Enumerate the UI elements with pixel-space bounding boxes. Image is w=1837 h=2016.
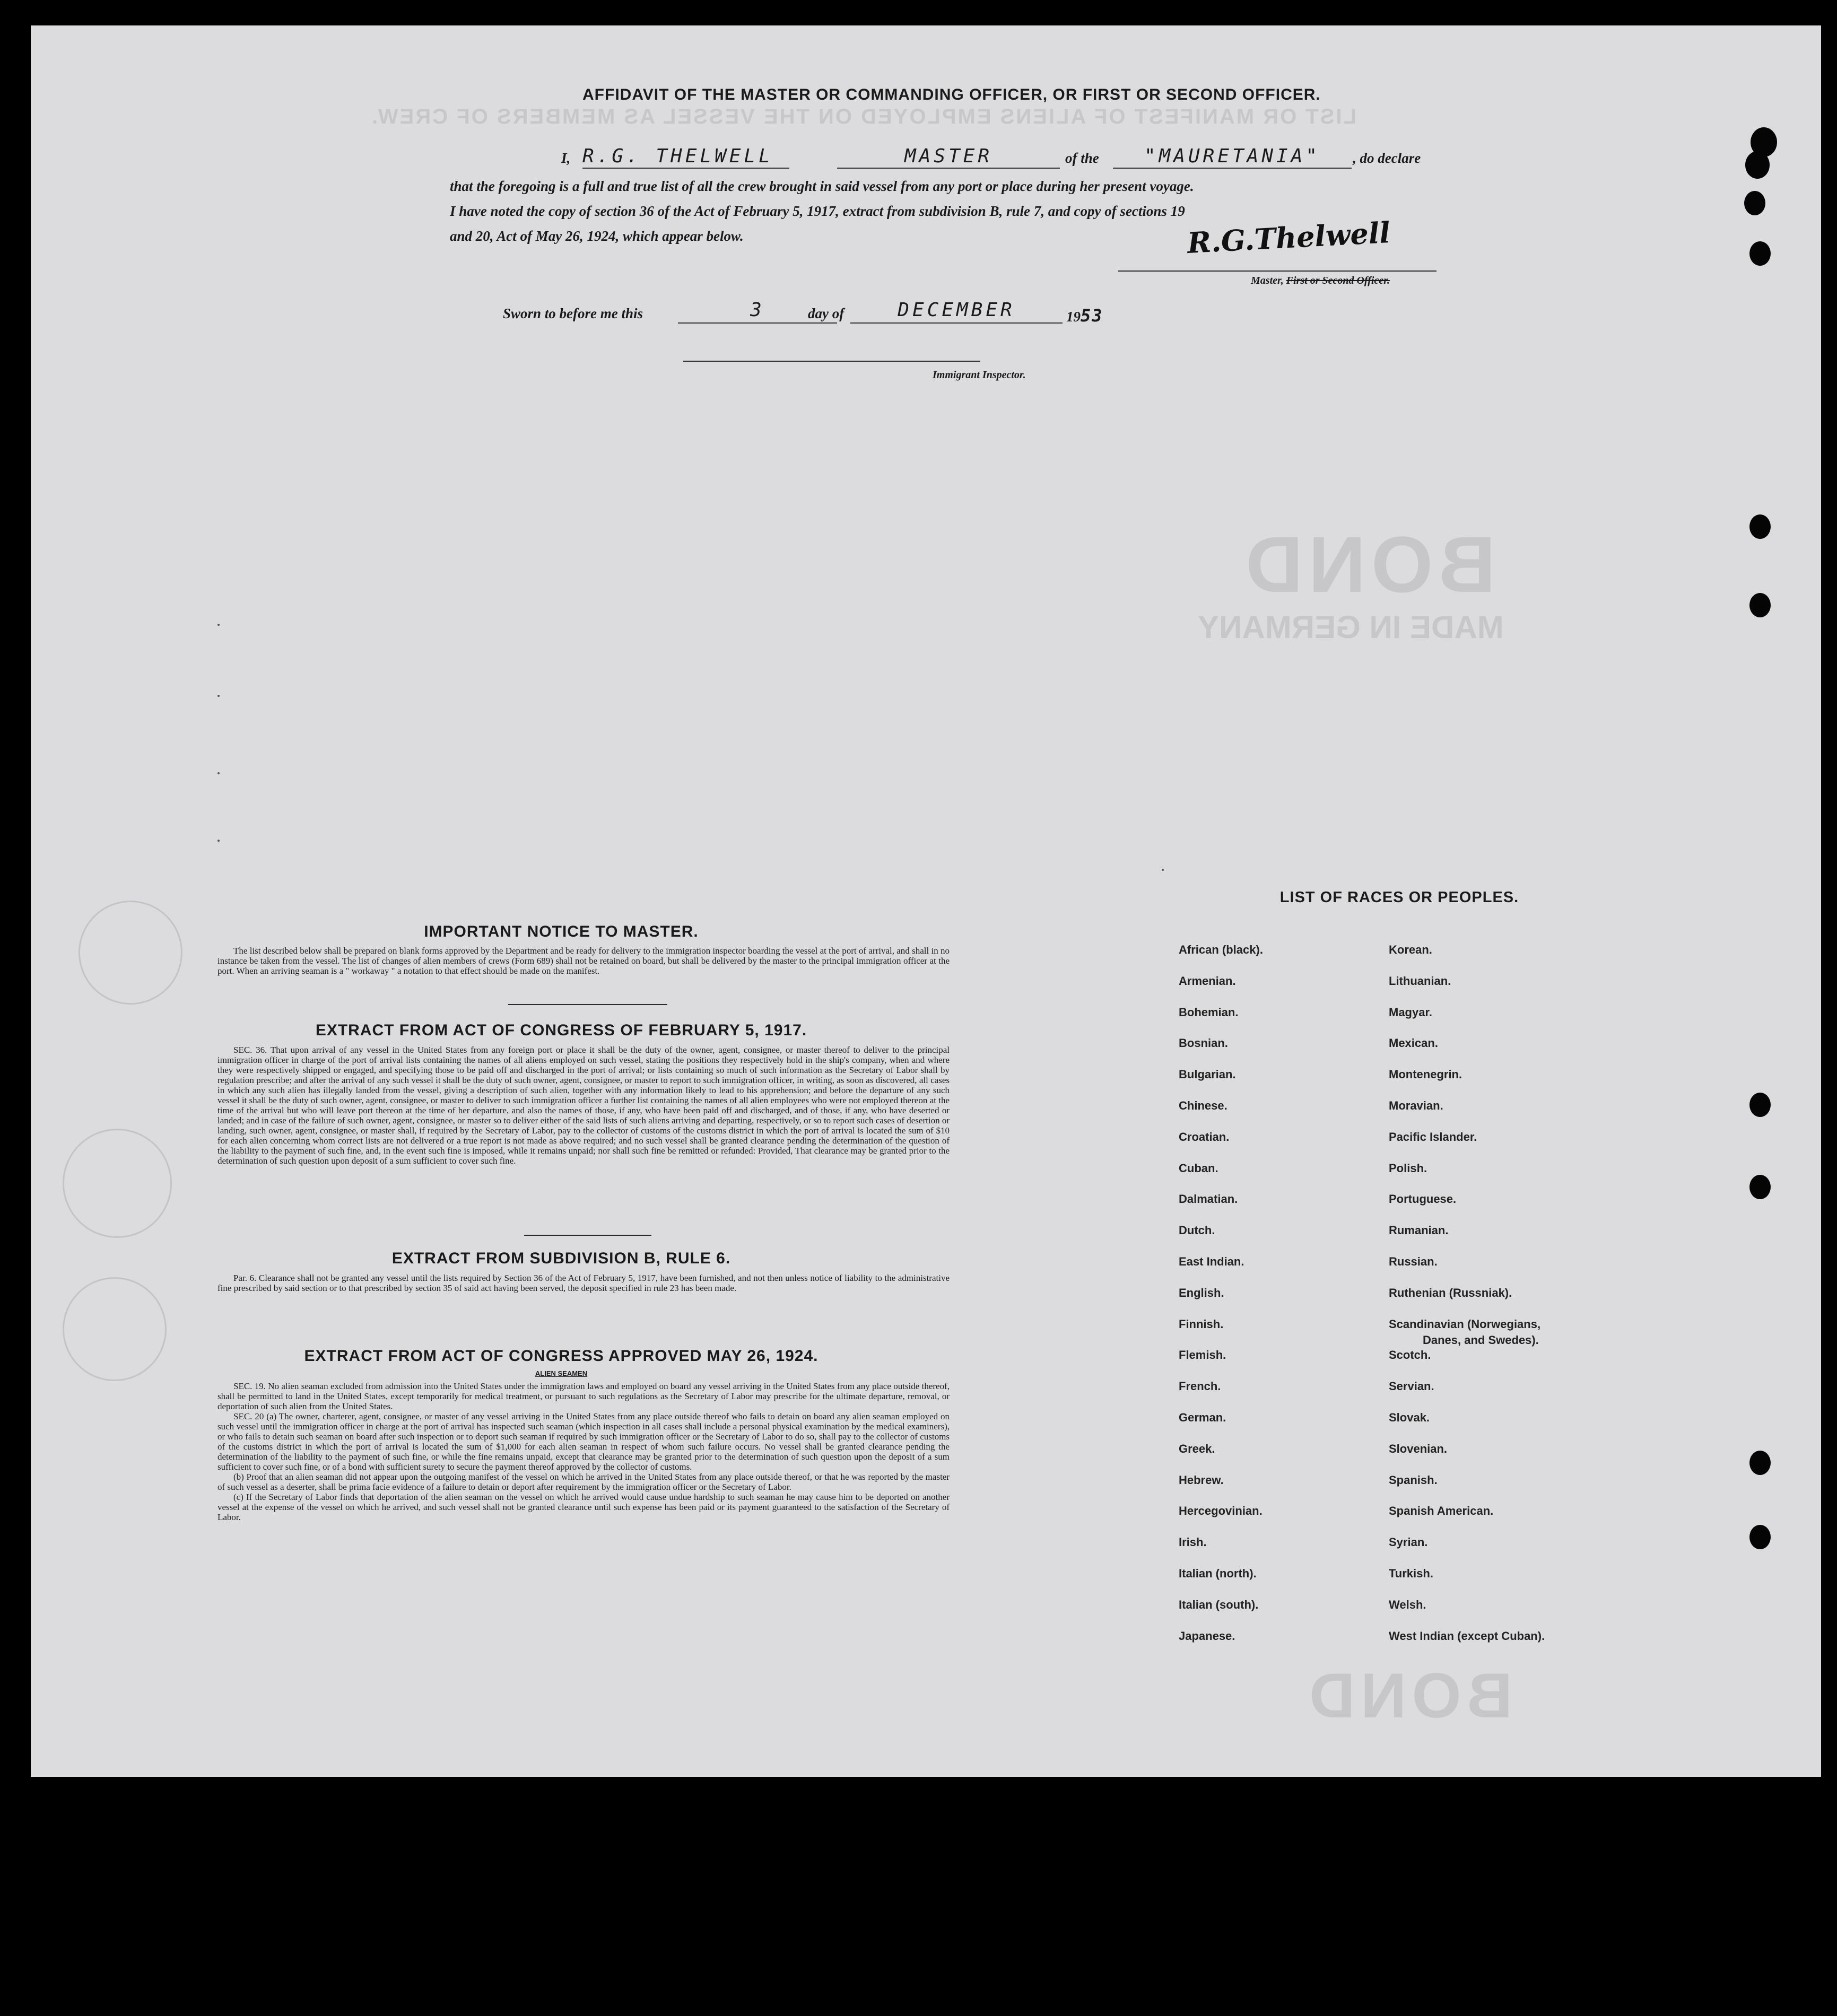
sec-20b-text: (b) Proof that an alien seaman did not appear upon the outgoing manifest of the vessel on which he arrived in the United States from any place outside thereof, or that he was reported by the master of such vessel as a deserter, shall be prima facie evidence of a failure to detain or deport after requirement by the immigration officer or the Secretary of Labor. [217, 1472, 950, 1492]
bleedthrough-header: LIST OR MANIFEST OF ALIENS EMPLOYED ON THE VESSEL AS MEMBERS OF CREW. [370, 105, 1356, 128]
sworn-month-value: DECEMBER [898, 299, 1015, 321]
bleedthrough-stamp: BOND [1240, 520, 1496, 609]
document-page [31, 25, 1821, 1777]
race-item: Spanish. [1389, 1473, 1438, 1487]
vessel-name-field [1113, 145, 1352, 169]
race-item: Rumanian. [1389, 1224, 1449, 1237]
extract-1917-body: SEC. 36. That upon arrival of any vessel in the United States from any foreign port or place it shall be the duty of the owner, agent, consignee, or master thereof to deliver to the principal immigration officer in charge of the port of arrival lists containing the names of all aliens employed on such vessel, stating the positions they respectively hold in the ship's company, when and where they were respectively shipped or engaged, and specifying those to be paid off and discharged in the port of arrival; or lists containing so much of such information as the Secretary of Labor shall by regulation prescribe; and after the arrival of any such vessel it shall be the duty of such owner, agent, consignee, or master to report to such immigration officer, in writing, as soon as discovered, all cases in which any such alien has illegally landed from the vessel, giving a description of such alien, together with any information likely to lead to his apprehension; and before the departure of any such vessel it shall be the duty of such owner, agent, consignee, or master to deliver to such immigration officer a further list containing the names of all alien employees who were not employed thereon at the time of the arrival but who will leave port thereon at the time of her departure, and also the names of those, if any, who have been paid off and discharged, and of those, if any, who have deserted or landed; and in case of the failure of such owner, agent, consignee, or master so to deliver either of the said lists of such aliens arriving and departing, respectively, or so to report such cases of desertion or landing, such owner, agent, consignee, or master shall, if required by the Secretary of Labor, pay to the collector of customs of the customs district in which the port of arrival is located the sum of $10 for each alien concerning whom correct lists are not delivered or a true report is not made as above required; and no such vessel shall be granted clearance pending the determination of the question of the liability to the payment of such fine, and, in the event such fine is imposed, while it remains unpaid; nor shall such fine be remitted or refunded: Provided, That clearance may be granted prior to the determination of such question upon deposit of a sum sufficient to cover such fine. [217, 1045, 950, 1166]
race-item: Hebrew. [1179, 1473, 1224, 1487]
punch-hole [1745, 151, 1770, 179]
race-item: Lithuanian. [1389, 974, 1451, 988]
affidavit-i-prefix: I, [561, 150, 571, 166]
sec-20c-text: (c) If the Secretary of Labor finds that deportation of the alien seaman on the vessel on which he arrived would cause undue hardship to such seaman he may cause him to be deported on another vessel at the expense of the vessel on which he arrived, and such vessel shall not be granted clearance until such expense has been paid or its payment guaranteed to the satisfaction of the Secretary of Labor. [217, 1492, 950, 1522]
race-item: Portuguese. [1389, 1192, 1457, 1206]
punch-hole [1744, 191, 1765, 215]
race-item: Bohemian. [1179, 1005, 1239, 1019]
punch-hole [1749, 241, 1771, 266]
rank-value: MASTER [904, 145, 993, 167]
extract-1924-title: EXTRACT FROM ACT OF CONGRESS APPROVED MAY 26, 1924. [304, 1347, 819, 1365]
race-item: Flemish. [1179, 1348, 1226, 1362]
master-signature: R.G.Thelwell [1186, 215, 1391, 260]
punch-hole [1749, 1093, 1771, 1117]
of-the-label: of the [1065, 150, 1099, 166]
race-item: French. [1179, 1380, 1221, 1393]
extract-1917-divider [524, 1235, 651, 1236]
race-item: Scandinavian (Norwegians, [1389, 1317, 1541, 1331]
punch-hole [1749, 1451, 1771, 1475]
embossed-seal [79, 901, 182, 1005]
notice-body: The list described below shall be prepared on blank forms approved by the Department and be ready for delivery to the immigration inspector boarding the vessel at the port of arrival, and shall in no instance be taken from the vessel. The list of changes of alien members of crews (Form 689) shall not be retained on board, but shall be delivered by the master to the principal immigration officer at the port. When an arriving seaman is a " workaway " a notation to that effect should be made on the manifest. [217, 946, 950, 976]
race-item: Dutch. [1179, 1224, 1215, 1237]
sworn-prefix: Sworn to before me this [503, 306, 643, 321]
race-item: English. [1179, 1286, 1224, 1299]
inspector-signature-line [683, 361, 980, 362]
race-item: Armenian. [1179, 974, 1236, 988]
race-item: Magyar. [1389, 1005, 1432, 1019]
race-item: Croatian. [1179, 1130, 1230, 1144]
race-item: Italian (north). [1179, 1567, 1257, 1580]
affidavit-line-3: I have noted the copy of section 36 of the Act of February 5, 1917, extract from subdivision B, rule 7, and copy of sections 19 [450, 203, 1185, 219]
race-item: Spanish American. [1389, 1504, 1494, 1518]
race-item: Slovenian. [1389, 1442, 1448, 1455]
vessel-name-value: "MAURETANIA" [1144, 145, 1321, 167]
inspector-caption: Immigrant Inspector. [933, 369, 1026, 381]
extract-1917-title: EXTRACT FROM ACT OF CONGRESS OF FEBRUARY 5, 1917. [315, 1022, 807, 1039]
race-item: Mexican. [1389, 1036, 1438, 1050]
race-item: Bulgarian. [1179, 1068, 1236, 1081]
race-item: Dalmatian. [1179, 1192, 1238, 1206]
notice-divider [508, 1004, 667, 1005]
embossed-seal [63, 1129, 172, 1238]
signature-line [1118, 270, 1436, 272]
signature-caption-master: Master, [1251, 275, 1284, 286]
mark [217, 695, 220, 697]
race-item: Syrian. [1389, 1535, 1428, 1549]
race-item: Montenegrin. [1389, 1068, 1462, 1081]
affidavit-line-2: that the foregoing is a full and true list of all the crew brought in said vessel from any port or place during her present voyage. [450, 178, 1194, 194]
sec-19-text: SEC. 19. No alien seaman excluded from admission into the United States under the immigration laws and employed on board any vessel arriving in the United States from any place outside thereof, shall be permitted to land in the United States, except temporarily for medical treatment, or pursuant to such regulations as the Secretary of Labor may prescribe for the ultimate departure, removal, or deportation of such alien from the United States. [217, 1381, 950, 1411]
sec-20a-text: SEC. 20 (a) The owner, charterer, agent, consignee, or master of any vessel arriving in the United States from any place outside thereof who fails to detain on board any alien seaman employed on such vessel until the immigration officer in charge at the port of arrival has inspected such seaman (which inspection in all cases shall include a personal physical examination by the medical examiners), or who fails to detain such seaman on board after such inspection or to deport such seaman if required by such immigration officer or the Secretary of Labor to do so, shall pay to the collector of customs of the customs district in which the port of arrival is located the sum of $1,000 for each alien seaman in respect of whom such failure occurs. No vessel shall be granted clearance pending the determination of the liability to the payment of such fine, or while the fine remains unpaid, except that clearance may be granted prior to the determination of such question upon the deposit of a sum sufficient to cover such fine, or of a bond with sufficient surety to secure the payment thereof approved by the collector of customs. [217, 1411, 950, 1472]
race-item: Greek. [1179, 1442, 1215, 1455]
extract-1924-body [217, 1381, 950, 1522]
year-prefix: 19 [1066, 309, 1081, 325]
race-item: Turkish. [1389, 1567, 1433, 1580]
race-item: Chinese. [1179, 1099, 1227, 1112]
race-item: Irish. [1179, 1535, 1207, 1549]
master-name-value: R.G. THELWELL [582, 145, 773, 167]
race-item: Servian. [1389, 1380, 1434, 1393]
signature-caption-struck: First or Second Officer. [1286, 275, 1390, 286]
race-item: Finnish. [1179, 1317, 1224, 1331]
race-item: German. [1179, 1411, 1226, 1424]
race-item: Scotch. [1389, 1348, 1431, 1362]
race-scandinavian-cont: Danes, and Swedes). [1423, 1333, 1539, 1347]
race-item: Polish. [1389, 1161, 1427, 1175]
rule6-title: EXTRACT FROM SUBDIVISION B, RULE 6. [391, 1250, 731, 1267]
sworn-day-value: 3 [750, 299, 765, 321]
bleedthrough-stamp-line: MADE IN GERMANY [1198, 609, 1504, 645]
race-item: Bosnian. [1179, 1036, 1228, 1050]
embossed-seal [63, 1277, 167, 1381]
race-item: Russian. [1389, 1255, 1438, 1268]
race-item: African (black). [1179, 943, 1263, 956]
extract-1924-subtitle: ALIEN SEAMEN [535, 1369, 588, 1377]
race-item: Moravian. [1389, 1099, 1443, 1112]
bleedthrough-stamp-lower: BOND [1304, 1660, 1513, 1731]
sworn-month-field [850, 299, 1063, 324]
sworn-year [1066, 306, 1103, 326]
race-item: Italian (south). [1179, 1598, 1259, 1611]
race-item: West Indian (except Cuban). [1389, 1629, 1545, 1643]
mark [217, 840, 220, 842]
race-item: Cuban. [1179, 1161, 1218, 1175]
race-item: Ruthenian (Russniak). [1389, 1286, 1512, 1299]
day-of-label: day of [808, 306, 845, 321]
affidavit-line-4: and 20, Act of May 26, 1924, which appear below. [450, 228, 744, 244]
affidavit-title: AFFIDAVIT OF THE MASTER OR COMMANDING OFFICER, OR FIRST OR SECOND OFFICER. [582, 86, 1321, 103]
signature-caption [1251, 275, 1390, 287]
race-item: Korean. [1389, 943, 1432, 956]
race-item: Japanese. [1179, 1629, 1235, 1643]
races-title: LIST OF RACES OR PEOPLES. [1279, 889, 1519, 906]
mark [1162, 869, 1164, 871]
mark [217, 624, 220, 626]
rule6-body: Par. 6. Clearance shall not be granted any vessel until the lists required by Section 36 of the Act of February 5, 1917, have been furnished, and not then unless notice of liability to the administrative fine prescribed by said section or to that prescribed by section 35 of said act having been served, the deposit specified in rule 23 has been made. [217, 1273, 950, 1293]
race-item: Slovak. [1389, 1411, 1430, 1424]
do-declare-label: , do declare [1353, 150, 1421, 166]
punch-hole [1749, 593, 1771, 617]
race-item: Pacific Islander. [1389, 1130, 1477, 1144]
rank-field [837, 145, 1060, 169]
master-name-field [582, 145, 789, 169]
punch-hole [1749, 1525, 1771, 1549]
race-item: East Indian. [1179, 1255, 1244, 1268]
mark [217, 772, 220, 774]
notice-title: IMPORTANT NOTICE TO MASTER. [424, 923, 699, 940]
race-item: Hercegovinian. [1179, 1504, 1263, 1518]
race-item: Welsh. [1389, 1598, 1426, 1611]
year-suffix: 53 [1081, 306, 1103, 326]
punch-hole [1749, 514, 1771, 539]
punch-hole [1749, 1175, 1771, 1199]
